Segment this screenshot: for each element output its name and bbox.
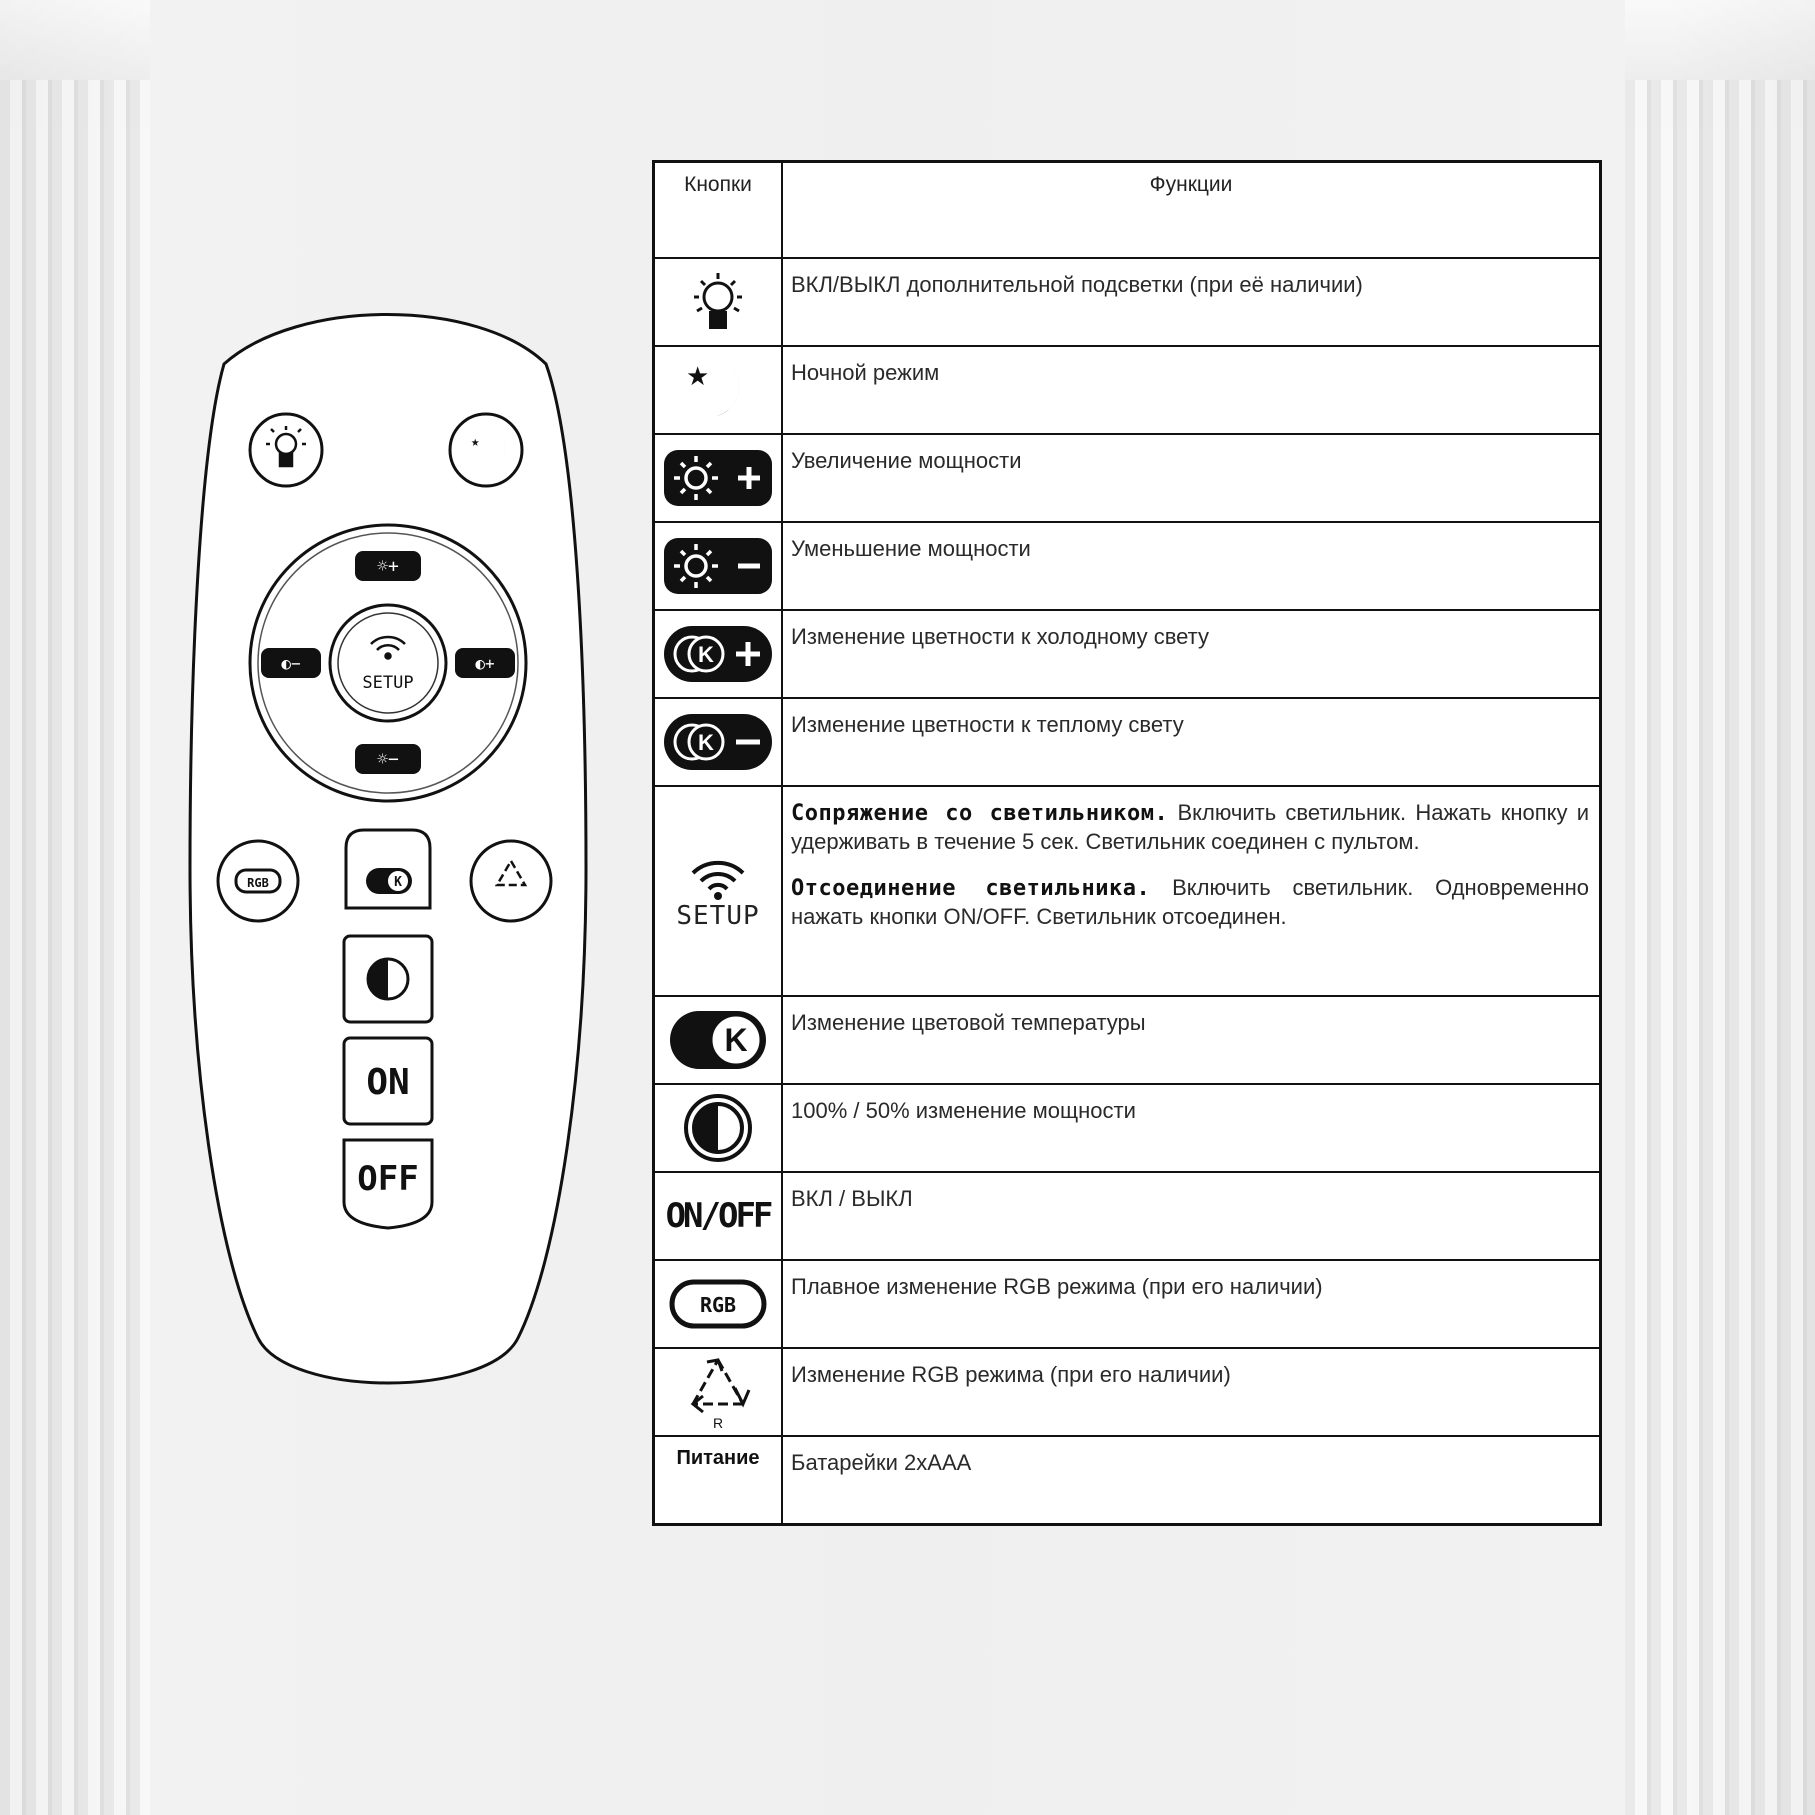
remote-on-button[interactable] [344, 1038, 432, 1124]
remote-on-label: ON [366, 1062, 410, 1103]
remote-half-power-button[interactable] [344, 936, 432, 1022]
row-icon-cell [654, 258, 783, 346]
color-temp-minus-icon [662, 712, 774, 772]
rgb-smooth-icon [666, 1274, 770, 1334]
table-row [654, 258, 1601, 346]
svg-text:K: K [698, 642, 714, 667]
row-icon-cell [654, 1172, 783, 1260]
svg-text:☼+: ☼+ [377, 556, 399, 577]
table-row [654, 610, 1601, 698]
svg-text:R: R [712, 1415, 724, 1431]
table-row [654, 434, 1601, 522]
pairing-title: Сопряжение со светильником. [791, 801, 1169, 826]
table-row [654, 996, 1601, 1084]
remote-control [188, 308, 588, 1403]
remote-warm-light-button[interactable] [261, 648, 321, 678]
unpairing-title: Отсоединение светильника. [791, 876, 1151, 901]
header-buttons: Кнопки [654, 162, 783, 259]
pairing-text: Включить светильник. Нажать кнопку и удерживать в течение 5 сек. Светильник соединен с пультом. [791, 800, 1589, 854]
remote-setup-label: SETUP [362, 673, 414, 693]
power-label: Питание [676, 1447, 760, 1469]
remote-rgb-smooth-button[interactable] [218, 841, 298, 921]
row-icon-cell [654, 1084, 783, 1172]
row-icon-cell [654, 786, 783, 996]
header-functions: Функции [782, 162, 1601, 259]
remote-night-button[interactable] [450, 414, 522, 486]
svg-text:K: K [394, 875, 402, 890]
remote-cold-light-button[interactable] [455, 648, 515, 678]
remote-setup-button[interactable] [330, 605, 446, 721]
color-temperature-k-icon [666, 1005, 770, 1075]
row-function-text: Изменение цветности к теплому свету [782, 698, 1601, 786]
setup-wifi-icon [683, 851, 753, 901]
svg-text:★: ★ [686, 361, 710, 391]
remote-color-temp-button[interactable] [346, 830, 430, 908]
table-row [654, 1172, 1601, 1260]
table-row [654, 1084, 1601, 1172]
row-function-text: ВКЛ / ВЫКЛ [782, 1172, 1601, 1260]
right-column-decor [1625, 0, 1815, 1815]
table-row [654, 1348, 1601, 1436]
table-row [654, 522, 1601, 610]
svg-text:K: K [698, 730, 714, 755]
row-icon-cell [654, 522, 783, 610]
table-row [654, 1260, 1601, 1348]
table-row [654, 786, 1601, 996]
remote-brightness-minus-button[interactable] [355, 744, 421, 774]
unpairing-text: Включить светильник. Одновременно нажать кнопки ON/OFF. Светильник отсоединен. [791, 875, 1589, 929]
row-icon-cell [654, 996, 783, 1084]
table-row [654, 698, 1601, 786]
row-icon-cell [654, 1436, 783, 1524]
row-function-text: Ночной режим [782, 346, 1601, 434]
svg-text:☼−: ☼− [377, 749, 399, 770]
remote-brightness-plus-button[interactable] [355, 551, 421, 581]
brightness-minus-icon [662, 536, 774, 596]
backlight-bulb-icon [683, 267, 753, 337]
brightness-plus-icon [662, 448, 774, 508]
remote-off-label: OFF [357, 1159, 419, 1199]
row-icon-cell [654, 346, 783, 434]
setup-icon-label: SETUP [676, 901, 760, 931]
row-icon-cell [654, 698, 783, 786]
row-icon-cell [654, 610, 783, 698]
table-row [654, 1436, 1601, 1524]
row-function-text: 100% / 50% изменение мощности [782, 1084, 1601, 1172]
row-icon-cell [654, 434, 783, 522]
row-icon-cell [654, 1348, 783, 1436]
row-function-text: Изменение RGB режима (при его наличии) [782, 1348, 1601, 1436]
remote-off-button[interactable] [344, 1140, 432, 1228]
night-mode-moon-icon [680, 355, 756, 425]
row-function-text: Изменение цветности к холодному свету [782, 610, 1601, 698]
rgb-cycle-icon [673, 1352, 763, 1432]
svg-text:◐+: ◐+ [475, 654, 495, 673]
color-temp-plus-icon [662, 624, 774, 684]
svg-text:K: K [724, 1022, 748, 1058]
row-function-text: Увеличение мощности [782, 434, 1601, 522]
row-function-text: Плавное изменение RGB режима (при его наличии) [782, 1260, 1601, 1348]
row-function-text: Уменьшение мощности [782, 522, 1601, 610]
svg-text:◐−: ◐− [281, 654, 301, 673]
remote-rgb-label: RGB [247, 876, 269, 890]
row-icon-cell [654, 1260, 783, 1348]
row-function-text [782, 786, 1601, 996]
half-power-icon [680, 1090, 756, 1166]
table-header-row [654, 162, 1601, 259]
svg-text:★: ★ [471, 434, 480, 450]
remote-rgb-cycle-button[interactable] [471, 841, 551, 921]
function-table [652, 160, 1602, 1526]
left-column-decor [0, 0, 150, 1815]
table-row [654, 346, 1601, 434]
rgb-icon-label: RGB [699, 1293, 737, 1317]
row-function-text: Батарейки 2хААА [782, 1436, 1601, 1524]
on-off-icon: ON/OFF [665, 1196, 771, 1236]
remote-backlight-button[interactable] [250, 414, 322, 486]
row-function-text: ВКЛ/ВЫКЛ дополнительной подсветки (при её наличии) [782, 258, 1601, 346]
row-function-text: Изменение цветовой температуры [782, 996, 1601, 1084]
